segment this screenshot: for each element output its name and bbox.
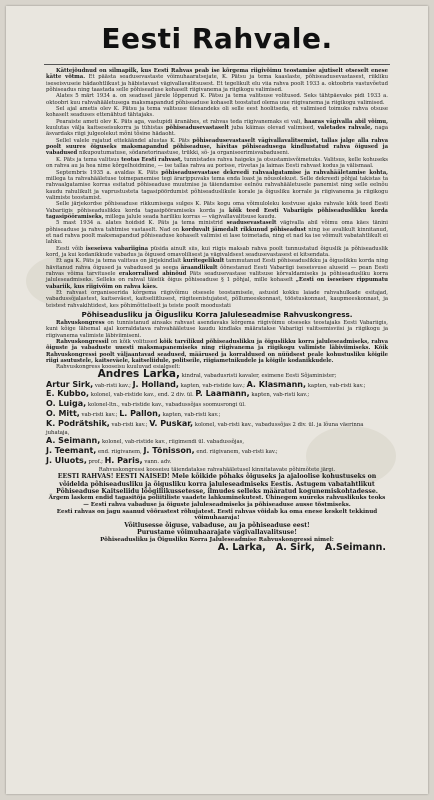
- member-name: Andres Larka,: [97, 367, 180, 380]
- poster-sheet: [6, 6, 428, 794]
- member-name: J. Teemant,: [46, 446, 97, 456]
- member-name: H. Paris,: [104, 455, 143, 465]
- paragraph: Et aga K. Päts ja tema valitsus on järjekindlalt kuritegelikult tammutanud Eesti põhiseaduslikku ja õiguslikku korda ning hävitanud rahva õigused ja vabadused ja seega äraandlikult õõnestanud Eesti Vabariigi iseseisvuse aluseid — pean Eesti rahvas võima tarvitusele erakorralised abinõud Päts seadusevastase valitsuse kõrvaldamiseks ja põhiseadusliku korra jaluleseadmiseks. Selleks on rahval täielik õigus põhiseaduse § 1 põhjal, mille kohaselt „Eesti on iseseisev rippumatu vabariik, kus riigivõim on rahva käes.: [46, 258, 389, 290]
- member-name: Artur Sirk,: [46, 379, 94, 389]
- member-name: O. Mitt,: [46, 409, 80, 418]
- member-desc: kolonel, vab-ristide kav., riigimendi ül. vabadussõjas,: [101, 439, 245, 446]
- paragraph: Rahvuskongress on tunnistanud ainsaks rahvast asendavaks kõrgema riigivõimu otseseks teostajaks Eesti Vabariigis, kuni kõige lähemal ajal korraldatava rahvahääletuse kaudu kindlaks määratakse Vabariigi valitsemisviisi ja riigikogu ja riigivanema valimiste läbiviimiseni.: [46, 320, 388, 339]
- member-name: O. Luiga,: [46, 399, 87, 409]
- member-desc: end. riigivanem, vab-risti kav.;: [196, 449, 278, 456]
- member-name: V. Puskar,: [149, 418, 194, 428]
- member-name: L. Pallon,: [119, 409, 161, 418]
- member-desc: vab-risti kav.;: [94, 382, 131, 389]
- signature: A. Sirk,: [275, 542, 315, 554]
- paragraph: 5 mast 1934 a. alates hoidsid K. Päts ja tema ministrid seadusevastaselt vägivalla abil võimu oma käes tänini põhiseaduse ja rahva tahtmise vastaselt. Nad on korduvalt jämedalt rikkunud põhiseadust ning ise avalikult kinnitanud, et nad rahva poolt maksmapandud põhiseaduse kohaselt valimisi ei lase toimetada, ning et nad ka ise võimult vabatahtlikult ei lahku.: [46, 220, 388, 246]
- member-name: K. Podrätshik,: [46, 418, 110, 428]
- member-desc: kapten, vab-risti kav.;: [251, 392, 310, 399]
- member-desc: kapten, vab-risti kav.;: [307, 382, 366, 389]
- member-list-line: [46, 447, 388, 457]
- member-list-line: [46, 400, 388, 410]
- slogan: Võitlusesse õiguse, vabaduse, au ja põhiseaduse eest!: [124, 521, 310, 529]
- signature-row: [46, 542, 388, 554]
- title-rule: [44, 64, 390, 65]
- paragraph: K. Päts ja tema valitsus teotas Eesti rahvast, tunnistades rahva haigeks ja otsustamisvõimetuks. Valitsus, kelle kohuseks on rahva au ja hea nime kõrgelhoidmine, — ise tallas rahva au porisse, rüvetas ja laimas Eesti rahvast kodus ja välismaal.: [46, 156, 389, 170]
- paragraph: Sellel valele rajatud ettekäändel alustas K. Päts põhiseadusevastaselt vägivallavalitsemist, tallas jalge alla rahva poolt suures õiguseks maksmapandud põhiseaduse, hävitas põhiseadusega kindlustatud rahva õigused ja vabadused nikupoutumatuse, sõdanetorinastuse, trükki, sõ- ja organiseerimisvabaduseni.: [46, 137, 389, 157]
- member-name: J. Uluots,: [46, 455, 87, 465]
- member-desc: kolonel-ltn., vab-ristide kav., vabadussõjas soomusrongi ül.: [87, 402, 246, 409]
- member-name: A. Klasmann,: [246, 379, 307, 389]
- slogan: Purustame võimuhaarajate vägivallavalitsuse!: [137, 529, 297, 537]
- page-title: Eesti Rahvale.: [101, 22, 333, 55]
- member-desc: vab-risti kav.;: [81, 412, 118, 418]
- member-name: J. Tõnisson,: [143, 446, 195, 456]
- paragraph: Sel ajal ametis olev K. Pätsu ja tema valitsuse ülesandeks oli selle eest hoolitseda, et valimised toimuks rahva otsuse kohaselt seaduses ettenähtud tähtajaks.: [46, 106, 388, 119]
- member-name: E. Kubbo,: [46, 389, 90, 399]
- paragraph: Rahvuskongress kooseisu kuuluvad esialgselt:: [56, 364, 181, 371]
- member-desc: kapten, vab-risti kav.;: [162, 412, 221, 418]
- member-desc: kindral, vabadusristi kavaler, esimene Eesti Sõjaminister;: [181, 372, 337, 379]
- appeal-text: Eesti rahvas on jagu saanud võõrastest rõhujatest. Eesti rahvas võidab ka oma enese keskelt tekkinud võimuhaaraja!: [56, 508, 378, 522]
- paragraph: Et rahvast organiseerida kõrgema riigivõimu otsesele teostamisele, astusid kokku laiade rahvahulkade esitajad, vabadussõjalastest, kaitseväest, kaitseliitlusest, riigiteenistujatest, põllumeeskonnast, tööstuskonnast, kaupmeeskonnast, ja teistest rahvakihtidest, kes põhimõtteliselt ja teiste poolt moodustati: [46, 290, 388, 309]
- proclamation-body: [46, 68, 389, 554]
- appeal-text: Ärgem laskem endid tagasitõja poliitiliste vaadete lahkuminekutest. Ühinegem suureks rahvuslikuks teoks — Eesti rahva vabaduse ja õiguste jaluleseadmiseks ja põhiseaduse ausse tõstmiseks.: [48, 495, 386, 508]
- paragraph: Rahvuskongressil on kõik volitused kõik tarvilikud põhiseaduslikku ja õiguslikku korra jaluleseadmiseks, rahva õiguste ja vabaduste uuesti maksmapanemiseks ning riigivanema ja riigikogu valimiste läbiviimiseks. Kõik Rahvuskongressi poolt väljaantavad seadused, määrused ja korraldused on nüüdsest peale kohustusliku kõigile riigi asutustele, kaitseväele, kaitseliidule, politseile, riigiametnikudele ja kõigile kodanikkudele.: [46, 339, 389, 365]
- paragraph: Septembris 1935 a. avaldas K. Päts põhiseadusevastase dekreedi rahvaalgatamise ja rahvahääletamise kohta, millega ta rahvahääletuse toimepanemise tegi ärarippuvaks tema enda loast ja nõusolekust. Selle dekreedi põhjal takistas ta rahvaalgatamise korras esitatud põhiseaduse muutmise ja täiendamise eelnõu rahvahääletusele panemist ning selle eelnõu kaudu rahulikult ja vaprustusteta tagasipöördumist põhiseaduslikule korale ja õigusliku korrale ja riigivanema ja riigikogu valimiste teostamist.: [46, 169, 388, 201]
- paragraph: Eesti võib iseseisva vabariigina püsida ainult siis, kui riigis maksab rahva poolt tunnustatud õiguslik ja põhiseaduslik kord, ja kui kodanikkude vabadus ja õigused omavolilisest ja vägivaldsest seadusevastasest ei kitsendata.: [46, 245, 389, 258]
- paragraph: Alates 5 märt 1934 a. on seadusel järele lõppenud K. Pätsu ja tema valitsuse volitused. Seks tähtpäevaks pidi 1933 a. oktoobri kuu rahvahääletusega maksmapandud põhiseaduse kohaselt teostatud olema uue riigivanema ja riigikogu valimised.: [46, 93, 388, 106]
- paragraph: Pearaiste ameti olev K. Päts aga, vastupidi äranähes, et rahvas teda riigivanemaks ei vali, haaras vägivalla abil võimu, kuulutas välja kaitseseisukorra ja tühistas põhiseadusevastaselt juba käimas olevad valimised, valetades rahvale, naga äsvardaks riigi julgeolekut mõni tõsine hädaoht.: [46, 118, 389, 138]
- paragraph: Selle järjekordse põhiseaduse rikkumisega sulges K. Päts kogu oma võimuloleku kestvuse ajaks rahvale kõik teed Eesti Vabariigis põhiseaduslikku korda tagasipööramiseks korda ja kõik teed Eesti Vabariigis põhiseaduslikku korda tagasipööramiseks, millega jalule seada hariliku korras — vägivallavalitsuse kaudu.: [46, 201, 388, 220]
- member-list-line: [46, 437, 388, 447]
- member-name: P. Laamann,: [195, 389, 250, 399]
- member-name: J. Holland,: [132, 379, 179, 389]
- member-list-line: [46, 457, 388, 467]
- appeal-text: EESTI RAHVAS! EESTI NAISED! Mele kõikide põhaks õiguseks ja ajaloolise kohustuseks on võidelda põhiseadusliku ja õigusliku korra jaluleseadmiseks Eestis. Astugem vabatahtlikut Põhiseaduse Kaitseliidu lõõgiliikussetesse, ilmudes selleks määratud kogunemiskohtadesse.: [56, 473, 378, 495]
- member-desc: kapten, vab-ristide kav.;: [180, 382, 245, 389]
- signature: A.Seimann.: [324, 542, 386, 554]
- member-desc: prof.;: [88, 458, 103, 465]
- member-list-line: [46, 420, 388, 438]
- closing-line: Põhiseadusliku ja Õigusliku Korra Jaluleseadmise Rahvuskongressi nimel:: [100, 536, 334, 543]
- signature: A. Larka,: [217, 542, 266, 554]
- member-list-line: [46, 390, 388, 400]
- member-desc: vann. adv.: [144, 458, 172, 465]
- paragraph: Kättejõudnud on silmapilk, kus Eesti Rahvas peab ise kõrgema riigivõimu teostamise ajutiselt otseselt enese kätte võtma. Et päästa seadusevastaste võimuhaaratsejate, K. Pätsu ja tema kaaslaste, põhiseadusevastasest, riikliku iseseisvuseie hädaohtlikust ja häbistavast vägivallavalitsusest. Et tegelikult elu viia rahva poolt 1933 a. oktoobris vastuvõetud põhiseadus ning taastada selle põhiseaduse kohaselt riigivanema ja riigikogu valimised.: [46, 68, 388, 94]
- member-desc: end. riigivanem,: [98, 449, 142, 456]
- member-desc: vab-risti kav.;: [111, 421, 148, 428]
- paragraph: Rahvuskongressi kooseisu täiendatakse rahvahääletusel kinnitatavate põhimõtete järgi.: [98, 466, 336, 473]
- member-desc: kolonel, vab-ristide kav., end. 2 div. ül.: [90, 392, 194, 399]
- member-name: A. Seimann,: [46, 436, 101, 446]
- member-desc: kolonel, vab-risti kav., vabadussõjas 2 div. ül. ja lõuna väerinna juhataja,: [46, 421, 364, 436]
- section-heading: Põhiseadusliku ja Õigusliku Korra Jaluleseadmise Rahvuskongress.: [81, 310, 353, 320]
